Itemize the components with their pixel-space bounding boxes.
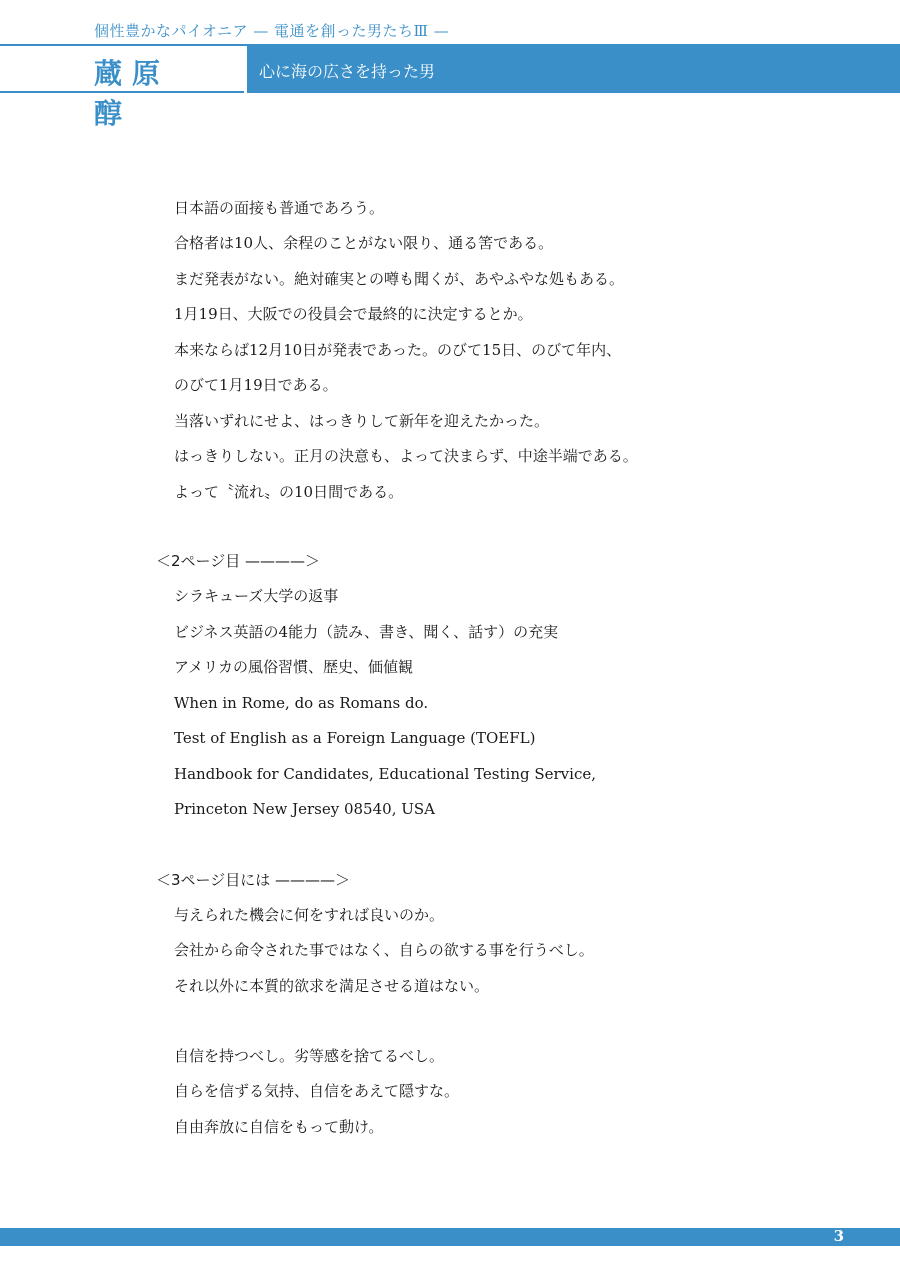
text-line: はっきりしない。正月の決意も、よって決まらず、中途半端である。	[174, 447, 638, 465]
text-line: 会社から命令された事ではなく、自らの欲する事を行うべし。	[174, 941, 594, 959]
tagline-box	[247, 46, 900, 93]
text-line: よって〝流れ〟の10日間である。	[174, 483, 404, 501]
text-line: Test of English as a Foreign Language (TOEFL)	[174, 729, 536, 747]
text-line: それ以外に本質的欲求を満足させる道はない。	[174, 977, 490, 995]
text-line: 自信を持つべし。劣等感を捨てるべし。	[174, 1047, 445, 1065]
title-band	[0, 44, 900, 130]
text-line: 1月19日、大阪での役員会で最終的に決定するとか。	[174, 305, 533, 323]
text-line: シラキューズ大学の返事	[174, 587, 339, 605]
text-line: When in Rome, do as Romans do.	[174, 694, 429, 712]
section-heading-page-2: ＜2ページ目 ————＞	[156, 552, 321, 570]
text-line: 当落いずれにせよ、はっきりして新年を迎えたかった。	[174, 412, 550, 430]
section-heading-page-3: ＜3ページ目には ————＞	[156, 871, 351, 889]
text-line: アメリカの風俗習慣、歴史、価値観	[174, 658, 413, 676]
name-box	[0, 46, 244, 130]
text-line: 自らを信ずる気持、自信をあえて隠すな。	[174, 1082, 460, 1100]
series-title: 個性豊かなパイオニア — 電通を創った男たちⅢ —	[94, 22, 450, 40]
text-line: Princeton New Jersey 08540, USA	[174, 800, 435, 818]
text-line: 与えられた機会に何をすれば良いのか。	[174, 906, 445, 924]
text-line: 日本語の面接も普通であろう。	[174, 199, 385, 217]
tagline: 心に海の広さを持った男	[259, 62, 436, 81]
text-line: 合格者は10人、余程のことがない限り、通る筈である。	[174, 234, 554, 252]
text-line: のびて1月19日である。	[174, 376, 338, 394]
page-number: 3	[833, 1227, 844, 1245]
person-name: 蔵原 醇	[94, 57, 209, 130]
text-line: Handbook for Candidates, Educational Testing Service,	[174, 765, 596, 783]
footer-bar	[0, 1228, 900, 1246]
text-line: 本来ならば12月10日が発表であった。のびて15日、のびて年内、	[174, 341, 622, 359]
text-line: 自由奔放に自信をもって動け。	[174, 1118, 384, 1136]
text-line: まだ発表がない。絶対確実との噂も聞くが、あやふやな処もある。	[174, 270, 625, 288]
text-line: ビジネス英語の4能力（読み、書き、聞く、話す）の充実	[174, 623, 559, 641]
